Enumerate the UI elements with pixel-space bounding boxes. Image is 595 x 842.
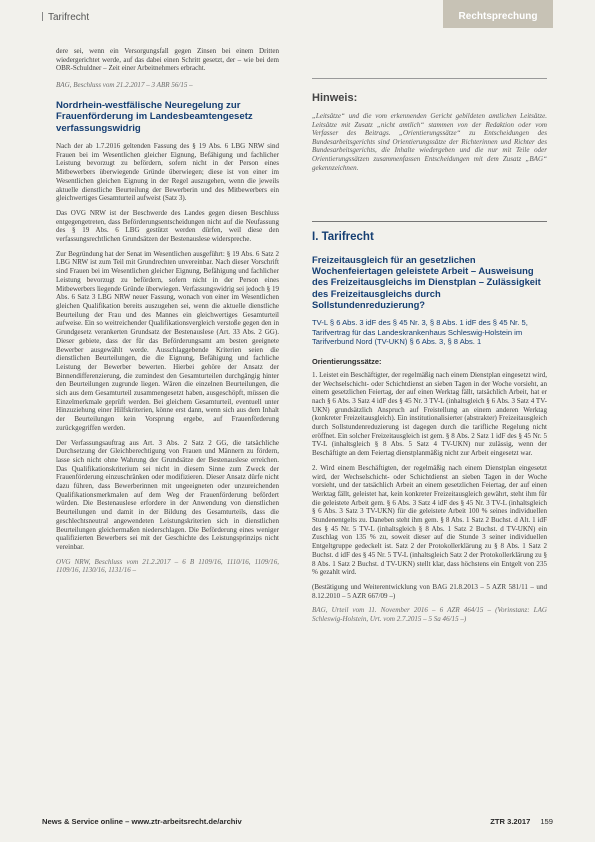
header-section-label: Tarifrecht (48, 12, 90, 23)
page-number: 159 (540, 817, 553, 826)
hinweis-box (312, 112, 547, 172)
guide-paragraph: (Bestätigung und Weiterentwicklung von BAG 21.8.2013 – 5 AZR 581/11 – und 8.12.2010 – 5 AZR 667/09 –) (312, 582, 547, 600)
intro-paragraph: dere sei, wenn ein Versorgungsfall gegen Zinsen bei einem Dritten wiedergerichtet werde, auf das dabei einen Schritt gesetzt, der – wie bei dem OBR-Schuldner – Zeit einer Arbeitnehmers erbracht. (56, 47, 279, 73)
intro-source: BAG, Beschluss vom 21.2.2017 – 3 ABR 56/15 – (56, 81, 193, 90)
footer-service-link: News & Service online – www.ztr-arbeitsrecht.de/archiv (42, 817, 242, 826)
hinweis-title: Hinweis: (312, 92, 358, 104)
right-column (312, 254, 547, 634)
header-section-tab: Rechtsprechung (443, 0, 553, 28)
article-heading-right: Freizeitausgleich für an gesetzlichen Wochenfeiertagen geleistete Arbeit – Ausweisung des Freizeitausgleichs im Dienstplan – Zulässigkeit des Freizeitausgleichs durch Sollstundenreduzierung? (312, 254, 541, 310)
hinweis-rule (312, 78, 547, 79)
body-paragraph: Der Verfassungsauftrag aus Art. 3 Abs. 2 Satz 2 GG, die tatsächliche Durchsetzung der Gleichberechtigung von Frauen und Männern zu fördern, lasse sich nicht ohne Wahrung der Grundsätze der Bestenauslese erreichen. Das Qualifikationskriterium sei nicht in diesem Sinne zum Zweck der Frauenförderung einzuschränken oder modifizieren. Dieser Ansatz dürfe nicht dazu führen, dass Bewerberinnen mit ungeeigneten oder unzureichenden Qualifikationsmerkmalen auf dem Weg der Frauenförderung befördert würden. Die Bestenauslese erfordere in der Anwendung von dienstlichen Beurteilungen und damit in der Bildung des Gesamturteils, dass die geschlechtsneutral angewendeten Leistungskriterien sich in dienstlichen Beurteilungen gleichermaßen niederschlagen. Die Beförderung eines weniger qualifizierten Bewerbers sei mit der Geschichte des Leistungsprinzips nicht vereinbar. (56, 438, 279, 551)
footer-issue: ZTR 3.2017 (490, 817, 531, 826)
decision-source-right: BAG, Urteil vom 11. November 2016 – 6 AZR 464/15 – (Vorinstanz: LAG Schleswig-Holstein, Urt. vom 2.7.2015 – 5 Sa 46/15 –) (312, 606, 547, 624)
left-column (56, 47, 279, 585)
norm-references: TV-L § 6 Abs. 3 idF des § 45 Nr. 3, § 8 Abs. 1 idF des § 45 Nr. 5, Tarifvertrag für das Landeskrankenhaus Schleswig-Holstein im Tarifverbund Nord (TV-UKN) § 6 Abs. 3, § 8 Abs. 1 (312, 318, 528, 347)
guide-paragraph: 1. Leistet ein Beschäftigter, der regelmäßig nach einem Dienstplan eingesetzt wird, der Wechselschicht- oder Schichtdienst an sieben Tagen in der Woche vorsieht, an einem gesetzlichen Feiertag, der auf einen Werktag fällt, tatsächlich Arbeit, hat er nach § 6 Abs. 3 Satz 4 idF des § 45 Nr. 3 TV-L (inhaltsgleich § 6 Abs. 3 Satz 4 TV-UKN) grundsätzlich Anspruch auf Freistellung an einem anderen Werktag (konkreter Freizeitausgleich). Ein institutionalisierter (abstrakter) Freizeitausgleich durch Sollstundenreduzierung ist dagegen durch die tarifliche Regelung nicht eröffnet. Ein solcher Freizeitausgleich ist gem. § 8 Abs. 2 Satz 1 idF des § 45 Nr. 5 TV-L (inhaltsgleich § 8 Abs. 5 Satz 4 TV-UKN) nur zulässig, wenn der Beschäftigte an dem Feiertag dienstplanmäßig nicht zur Arbeit eingesetzt war. (312, 370, 547, 458)
body-paragraph: Nach der ab 1.7.2016 geltenden Fassung des § 19 Abs. 6 LBG NRW sind Frauen bei im Wesentlichen gleicher Eignung, Befähigung und fachlicher Leistung bevorzugt zu befördern, sofern nicht in der Person eines Mitbewerbers überwiegende Gründe überwiegen; diese ist von einer im Wesentlichen gleichen Eignung in der Regel auszugehen, wenn die jeweils aktuelle dienstliche Beurteilung der Bewerberin und des Mitbewerbers ein gleichwertiges Gesamturteil aufweist (Satz 3). (56, 142, 279, 203)
footer-page-info (490, 817, 553, 826)
decision-source-left: OVG NRW, Beschluss vom 21.2.2017 – 6 B 1109/16, 1110/16, 1109/16, 1109/16, 1130/16, 1131/16 – (56, 557, 279, 575)
section-title: I. Tarifrecht (312, 231, 374, 243)
section-rule (312, 221, 547, 222)
guide-title: Orientierungssätze: (312, 356, 382, 366)
running-header-left (42, 12, 89, 23)
guide-paragraph: 2. Wird einem Beschäftigten, der regelmäßig nach einem Dienstplan eingesetzt wird, der Wechselschicht- oder Schichtdienst an sieben Tagen in der Woche vorsieht, und der tatsächlich Arbeit an einem gesetzlichen Feiertag, der auf einen Werktag fällt, geleistet hat, kein konkreter Freizeitausgleich gewährt, steht ihm für die geleistete Arbeit gem. § 6 Abs. 3 Satz 4 idF des § 45 Nr. 3 TV-L (inhaltsgleich § 6 Abs. 3 Satz 3 TV-UKN) für die geleistete Arbeit 100 % seines individuellen Stundenentgelts zu. Daneben steht ihm gem. § 8 Abs. 1 Satz 2 Buchst. d Alt. 1 idF des § 45 Nr. 5 TV-L (inhaltsgleich § 8 Abs. 1 Satz 2 Buchst. d TV-UKN) ein Zuschlag von 135 % zu, soweit dieser auf die Stunde 3 seiner individuellen Entgeltgruppe gedeckelt ist. Satz 2 der Protokollerklärung zu § 8 Abs. 1 Satz 2 Buchst. d idF des § 45 Nr. 5 TV-L (inhaltsgleich Satz 2 der Protokollerklärung zu § 8 Abs. 1 Satz 2 Buchst. d TV-UKN) stellt klar, dass höchstens ein Entgelt von 235 % gezahlt wird. (312, 463, 547, 577)
body-paragraph: Zur Begründung hat der Senat im Wesentlichen ausgeführt: § 19 Abs. 6 Satz 2 LBG NRW ist zum Teil mit Grundrechten unvereinbar. Nach dieser Vorschrift sind Frauen bei im Wesentlichen gleicher Eignung, Befähigung und fachlicher Leistung bevorzugt zu befördern, sofern nicht in der Person eines Mitbewerbers liegende Gründe überwiegen. Verfassungswidrig sei jedoch § 19 Abs. 6 Satz 3 LBG NRW neuer Fassung, wonach von einer im Wesentlichen gleichen Qualifikation bereits auszugehen sei, wenn die aktuelle dienstliche Beurteilung der Frau und des Mannes ein gleichwertiges Gesamturteil aufweise. Ein so weitreichender Qualifikationsvergleich verstoße gegen den in Grundgesetz verankerten Grundsatz der Bestenauslese (Art. 33 Abs. 2 GG). Dieser gebiete, dass der für das Beförderungsamt am besten geeignete Bewerber ausgewählt werde. Ausschlaggebende Kriterien seien die dienstlichen Beurteilungen, die die Eignung, Befähigung und fachliche Leistung der Bewerber bewerten. Hierbei gehöre der Ansatz der Binnendifferenzierung, die zumindest den Gesamturteilen durchgängig hinter den Beurteilungen zugrunde liegen. Wären die einzelnen Beurteilungen, die sich aus dem Gesamturteil zusammengesetzt haben, ausgeschöpft, müssen die Einzelmerkmale geprüft werden. Bei gleichem Gesamturteil, eventuell unter Hinzuziehung einer Hilfskriterien, könne erst dann, wenn sich aus dem Inhalt der Beurteilungen kein Vorsprung ergebe, auf Frauenförderung zurückgegriffen werden. (56, 249, 279, 432)
article-heading-left: Nordrhein-westfälische Neuregelung zur Frauenförderung im Landesbeamtengesetz verfassungswidrig (56, 99, 253, 134)
body-paragraph: Das OVG NRW ist der Beschwerde des Landes gegen diesen Beschluss entgegengetreten, dass Beförderungsentscheidungen nicht auf die Neufassung des § 19 Abs. 6 LBG gestützt werden dürfen, weil diese den verfassungsrechtlichen Grundsätzen der Bestenauslese widerspreche. (56, 208, 279, 244)
header-separator (42, 12, 43, 21)
hinweis-text: „Leitsätze“ und die vom erkennenden Gericht gebildeten amtlichen Leitsätze. Leitsätze mit Zusatz „nicht amtlich“ stammen von der Redaktion oder vom Verfasser des Beitrags. „Orientierungssätze“ zu Entscheidungen des Bundesarbeitsgerichts sind Orientierungssätze der Richterinnen und Richter des Bundesarbeitsgerichts, die Inhalte wiedergeben und die nur mit Teile oder Orientierungssätzen zusammenfassen Entscheidungen mit dem Zusatz „BAG“ gekennzeichnen. (312, 112, 547, 172)
